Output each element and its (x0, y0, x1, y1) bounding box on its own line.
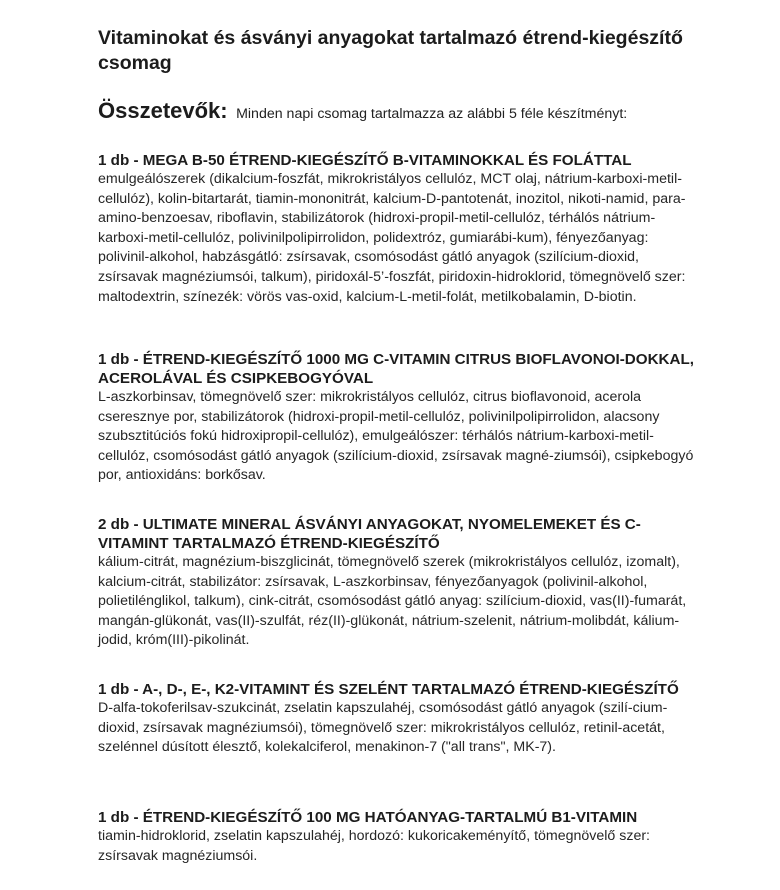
product-title: 2 db - ULTIMATE MINERAL ÁSVÁNYI ANYAGOKAT, NYOMELEMEKET ÉS C-VITAMINT TARTALMAZÓ ÉTREND-KIEGÉSZÍTŐ (98, 516, 641, 552)
product-section-vitamin-c (98, 350, 698, 486)
product-ingredients: emulgeálószerek (dikalcium-foszfát, mikrokristályos cellulóz, MCT olaj, nátrium-karboxi-metil-cellulóz), kolin-bitartarát, tiamin-mononitrát, kalcium-D-pantotenát, inozitol, nikoti-namid, para-amino-benzoesav, riboflavin, stabilizátorok (hidroxi-propil-metil-cellulóz, térhálós nátrium-karboxi-metil-cellulóz, polivinilpolipirrolidon, polidextróz, gumiarábi-kum), fényezőanyag: polivinil-alkohol, habzásgátló: zsírsavak, csomósodást gátló anyagok (szilícium-dioxid, zsírsavak magnéziumsói, talkum), piridoxál-5’-foszfát, piridoxin-hidroklorid, tömegnövelő szer: maltodextrin, színezék: vörös vas-oxid, kalcium-L-metil-folát, metilkobalamin, D-biotin. (98, 171, 686, 305)
product-ingredients: tiamin-hidroklorid, zselatin kapszulahéj, hordozó: kukoricakeményítő, tömegnövelő szer: zsírsavak magnéziumsói. (98, 828, 651, 864)
ingredients-heading: Összetevők: (98, 98, 228, 123)
product-section-ultimate-mineral (98, 515, 698, 651)
product-title: 1 db - ÉTREND-KIEGÉSZÍTŐ 100 MG HATÓANYAG-TARTALMÚ B1-VITAMIN (98, 809, 638, 826)
product-title: 1 db - A-, D-, E-, K2-VITAMINT ÉS SZELÉNT TARTALMAZÓ ÉTREND-KIEGÉSZÍTŐ (98, 681, 679, 698)
product-section-b1-vitamin (98, 808, 698, 866)
product-ingredients: kálium-citrát, magnézium-biszglicinát, tömegnövelő szerek (mikrokristályos cellulóz, izomalt), kalcium-citrát, stabilizátor: zsírsavak, L-aszkorbinsav, fényezőanyagok (polivinil-alkohol, polietilénglikol, talkum), cink-citrát, csomósodást gátló anyag: szilícium-dioxid, vas(II)-fumarát, mangán-glükonát, vas(II)-szulfát, réz(II)-glükonát, nátrium-szelenit, nátrium-molibdát, kálium-jodid, króm(III)-pikolinát. (98, 554, 687, 649)
ingredients-intro: Minden napi csomag tartalmazza az alábbi 5 féle készítményt: (236, 106, 628, 122)
product-title: 1 db - MEGA B-50 ÉTREND-KIEGÉSZÍTŐ B-VITAMINOKKAL ÉS FOLÁTTAL (98, 152, 632, 169)
product-title: 1 db - ÉTREND-KIEGÉSZÍTŐ 1000 MG C-VITAMIN CITRUS BIOFLAVONOI-DOKKAL, ACEROLÁVAL ÉS CSIPKEBOGYÓVAL (98, 351, 694, 387)
product-ingredients: L-aszkorbinsav, tömegnövelő szer: mikrokristályos cellulóz, citrus bioflavonoid, acerola cseresznye por, stabilizátorok (hidroxi-propil-metil-cellulóz, polivinilpolipirrolidon, alacsony szubsztitúciós fokú hidroxipropil-cellulóz), emulgeálószer: térhálós nátrium-karboxi-metil-cellulóz, csomósodást gátló anyagok (szilícium-dioxid, zsírsavak magné-ziumsói), csipkebogyó por, antioxidáns: borkősav. (98, 389, 694, 484)
product-section-mega-b50 (98, 151, 698, 307)
ingredients-line (98, 98, 758, 124)
document-title: Vitaminokat és ásványi anyagokat tartalmazó étrend-kiegészítő csomag (98, 27, 683, 74)
product-ingredients: D-alfa-tokoferilsav-szukcinát, zselatin kapszulahéj, csomósodást gátló anyagok (szilí-cium-dioxid, zsírsavak magnéziumsói), tömegnövelő szer: mikrokristályos cellulóz, retinil-acetát, szelénnel dúsított élesztő, kolekalciferol, menakinon-7 ("all trans", MK-7). (98, 700, 668, 756)
product-section-adek2-selenium (98, 680, 698, 758)
